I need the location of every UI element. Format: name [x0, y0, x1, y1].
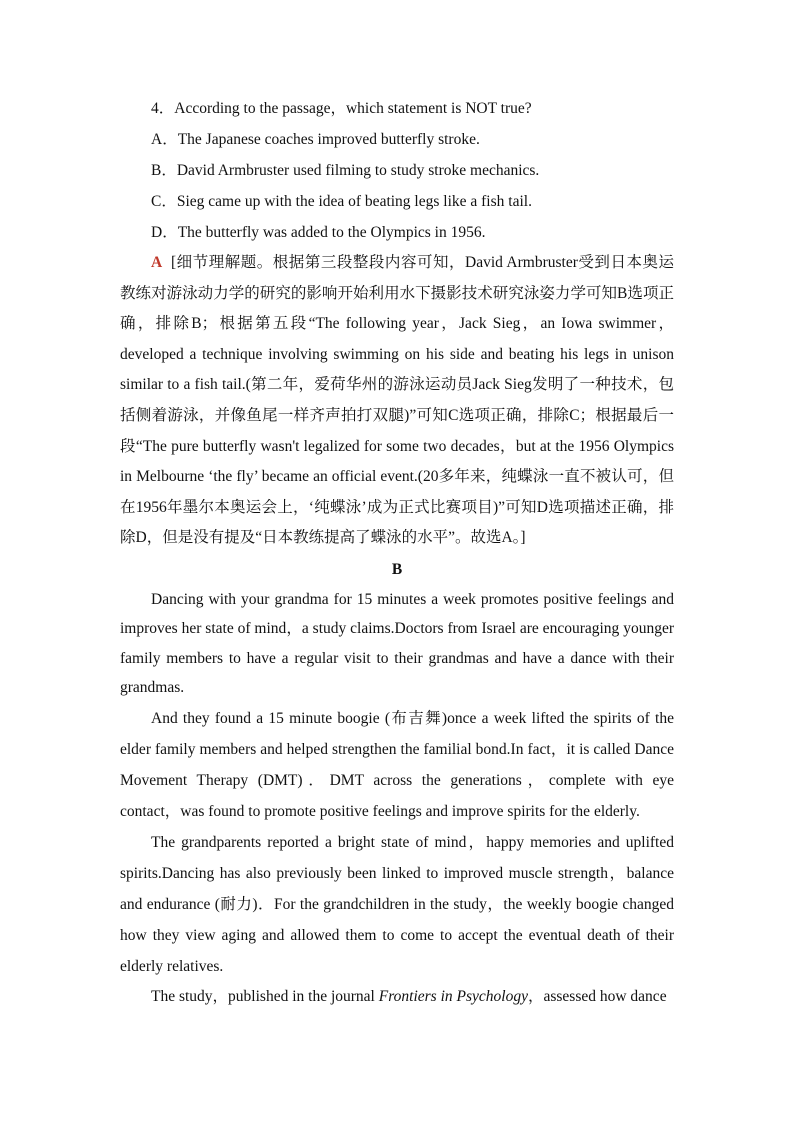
passage-paragraph-1: Dancing with your grandma for 15 minutes a week promotes positive feelings and improves her state of mind，a study claims.Doctors from Israel are encouraging younger family members to have a regular visit to their grandmas and have a dance with their grandmas.: [120, 590, 674, 697]
passage-paragraph-3: The grandparents reported a bright state of mind，happy memories and uplifted spirits.Dancing has also previously been linked to improved muscle strength，balance and endurance (耐力)．For the grandchildren in the study，the weekly boogie changed how they view aging and allowed them to come to accept the eventual death of their elderly relatives.: [120, 833, 674, 975]
option-c: C．Sieg came up with the idea of beating legs like a fish tail.: [151, 193, 532, 210]
answer-explanation-block: [120, 248, 674, 554]
answer-explanation: [细节理解题。根据第三段整段内容可知，David Armbruster受到日本奥运教练对游泳动力学的研究的影响开始利用水下摄影技术研究泳姿力学可知B选项正确，排除B；根据第五段“The following year，Jack Sieg，an Iowa swimmer，developed a technique involving swimming on his side and beating his legs in unison similar to a fish tail.(第二年，爱荷华州的游泳运动员Jack Sieg发明了一种技术，包括侧着游泳，并像鱼尾一样齐声拍打双腿)”可知C选项正确，排除C；根据最后一段“The pure butterfly wasn't legalized for some two decades，but at the 1956 Olympics in Melbourne ‘the fly’ became an official event.(20多年来，纯蝶泳一直不被认可，但在1956年墨尔本奥运会上，‘纯蝶泳’成为正式比赛项目)”可知D选项描述正确，排除D，但是没有提及“日本教练提高了蝶泳的水平”。故选A。]: [120, 254, 674, 547]
passage-paragraph-4: [120, 982, 674, 1012]
question-text: 4．According to the passage，which statement is NOT true?: [151, 100, 532, 117]
paragraph-4-after: ，assessed how dance: [527, 987, 667, 1005]
answer-letter: A: [151, 254, 163, 271]
paragraph-4-before: The study，published in the journal: [151, 987, 379, 1005]
passage-paragraph-2: And they found a 15 minute boogie (布吉舞)once a week lifted the spirits of the elder family members and helped strengthen the familial bond.In fact，it is called Dance Movement Therapy (DMT)．DMT across the generations，complete with eye contact，was found to promote positive feelings and improve spirits for the elderly.: [120, 709, 674, 820]
section-title: B: [391, 560, 403, 578]
journal-name: Frontiers in Psychology: [378, 987, 528, 1005]
option-d: D．The butterfly was added to the Olympics in 1956.: [151, 224, 486, 241]
option-b: B．David Armbruster used filming to study stroke mechanics.: [151, 162, 540, 179]
document-page: [120, 93, 674, 1012]
option-a: A．The Japanese coaches improved butterfly stroke.: [151, 131, 480, 148]
